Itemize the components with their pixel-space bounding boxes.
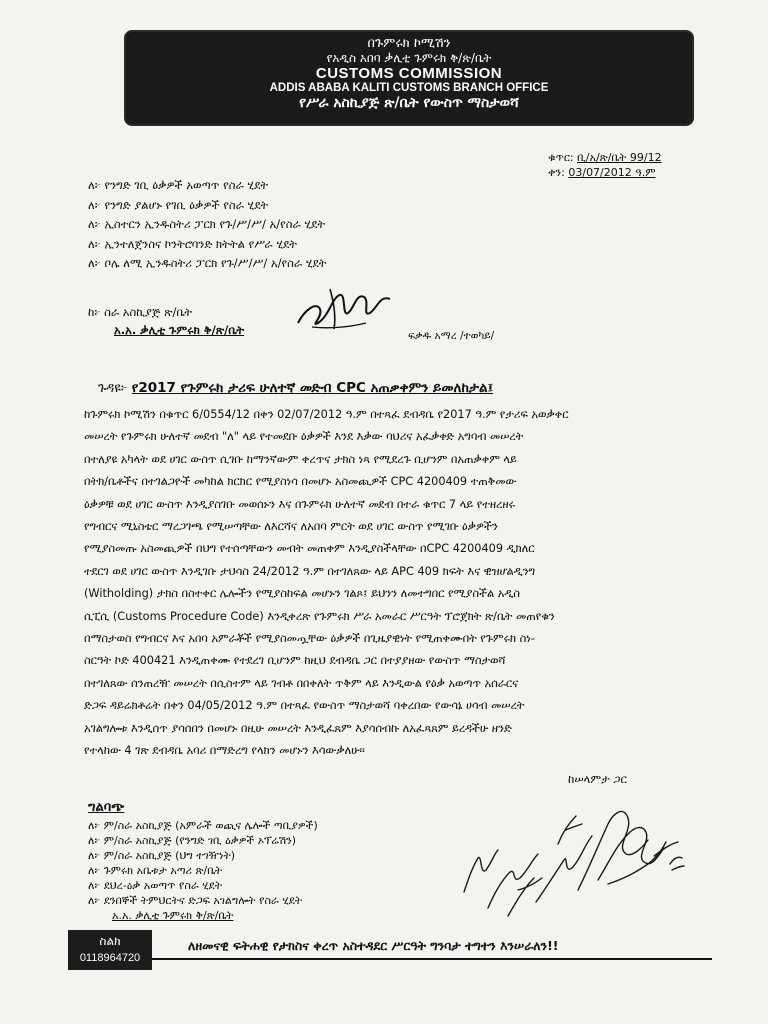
recipient-item: ለ፦ የንግድ ገቢ ዕቃዎች አወጣጥ የስራ ሂደት xyxy=(88,178,269,192)
cc-block xyxy=(88,800,318,923)
reference-block xyxy=(548,150,662,180)
reference-date-value: 03/07/2012 ዓ.ም xyxy=(568,166,656,179)
letterhead-line-memo-title: የሥራ አስኪያጅ ጽ/ቤት የውስጥ ማስታወሻ xyxy=(299,95,519,111)
phone-label: ስልክ xyxy=(99,934,121,948)
recipient-item: ለ፦ ኢስተርን ኢንዱስትሪ ፓርክ የጉ/ሥ/ሥ/ አ/የስራ ሂደት xyxy=(88,217,326,231)
body-line: አገልግሎቱ እንዲሰጥ ያሳሰበን በመሆኑ በዚሁ መሠረት እንዲፈጸም እያሳሰብኩ ለአፈጻጸም ይረዳችሁ ዘንድ xyxy=(84,721,512,735)
cc-heading: ግልባጭ xyxy=(88,800,125,815)
phone-number: 0118964720 xyxy=(79,952,141,964)
sender-branch-row xyxy=(88,321,244,339)
body-line: በማስታወስ የግብርና እና አበባ አምራቾች የሚያስመጧቸው ዕቃዎች በጊዜያዊነት የሚጠቀሙበት የጉምሩክ ስነ- xyxy=(84,632,535,646)
body-line: ዕቃዎቹ ወደ ሀገር ውስጥ እንዲያስገቡ መወሰኑን እና በጉምሩክ ሁለተኛ መደብ በተራ ቁጥር 7 ላይ የተዘረዘሩ xyxy=(84,497,515,511)
footer-divider xyxy=(152,958,712,960)
body-line: በተገለጸው ሰንጠረዥ መሠረት በሲስተም ላይ ገብቶ በበቀለት ጥቅም ላይ እንዲውል የዕቃ አወጣጥ አሰራርና xyxy=(84,676,519,690)
memo-body xyxy=(84,404,694,763)
cc-last-item: አ.አ. ቃሊቲ ጉምሩክ ቅ/ጽ/ቤት xyxy=(112,909,234,922)
letterhead-banner xyxy=(126,32,692,124)
body-line: ከጉምሩክ ኮሚሽን በቁጥር 6/0554/12 በቀን 02/07/2012 ዓ.ም በተጻፈ ደብዳቤ የ2017 ዓ.ም የታሪፍ አወቃቀር xyxy=(84,408,569,421)
recipient-item: ለ፦ ቦሌ ለሚ ኢንዱስትሪ ፓርክ የጉ/ሥ/ሥ/ አ/የስራ ሂደት xyxy=(88,256,327,270)
sender-signature xyxy=(290,283,400,339)
body-line: የግብርና ሚኒስቴር ማረጋገጫ የሚሠጣቸው ለእርሻና ለአበባ ምርት ወደ ሀገር ውስጥ የሚገቡ ዕቃዎችን xyxy=(84,520,498,534)
footer-motto: ለዘመናዊ ፍትሐዊ የታክስና ቀረጥ አስተዳደር ሥርዓት ግንባታ ተግተን እንሠራለን!! xyxy=(188,938,559,953)
cc-last-row xyxy=(88,908,318,923)
body-line: (Witholding) ታክስ በስተቀር ሌሎችን የሚያስከፍል መሆኑን ገልጾ፤ ይህንን ለመተግበር የሚያስችል አዲስ xyxy=(84,587,520,601)
recipient-list xyxy=(88,176,327,274)
subject-label: ጉዳዩ፦ xyxy=(98,381,128,396)
letterhead-line-english: CUSTOMS COMMISSION xyxy=(315,65,503,82)
cc-item: ለ፦ ጉምሩክ አቤቱታ አጣሪ ጽ/ቤት xyxy=(88,864,223,877)
recipient-item: ለ፦ ኢንተለጀንስና ኮንትሮባንድ ክትትል የሥራ ሂደት xyxy=(88,236,298,251)
body-line: ተደርገ ወደ ሀገር ውስጥ እንዲገቡ ታህሳስ 24/2012 ዓ.ም በተገለጸው ላይ APC 409 ክፍት እና ዊዝሆልዲንግ xyxy=(84,564,536,578)
reference-date-row xyxy=(548,165,662,180)
signer-name: ፍቃዱ አማረ /ተወካይ/ xyxy=(408,330,495,342)
letterhead-line-commission: በጉምሩክ ኮሚሽን xyxy=(367,36,451,51)
body-line: ድጋፍ ዳይሬክቶሬት በቀን 04/05/2012 ዓ.ም በተጻፈ የውስጥ ማስታወሻ ባቀረበው የውሳኔ ሀሳብ መሠረት xyxy=(84,699,525,713)
body-line: ሲፒሲ (Customs Procedure Code) እንዲቀረጽ የጉምሩክ ሥራ አመራር ሥርዓት ፕሮጀክት ጽ/ቤት መጠየቁን xyxy=(84,609,555,623)
sender-block xyxy=(88,303,244,339)
cc-item: ለ፦ ም/ስራ አስኪያጅ (አምራች ወጪና ሌሎች ጣቢያዎች) xyxy=(88,819,318,832)
cc-item: ለ፦ ም/ስራ አስኪያጅ (የንግድ ገቢ ዕቃዎች ኦፕሬሽን) xyxy=(88,834,297,847)
phone-box xyxy=(68,930,152,970)
body-line: መሠረት የጉምሩክ ሁለተኛ መደብ "ለ" ላይ የተመደቡ ዕቃዎች እንደ እቃው ባህሪና አፈቃቀድ አግባብ መሠረት xyxy=(84,430,524,444)
body-line: ስርዓት ኮድ 400421 እንዲጠቀሙ የተደረገ ቢሆንም ከዚህ ደብዳቤ ጋር በተያያዘው የውስጥ ማስታወሻ xyxy=(84,654,506,668)
letterhead-line-branch: የአዲስ አበባ ቃሊቲ ጉምሩክ ቅ/ጽ/ቤት xyxy=(326,51,492,65)
body-line: የተላከው 4 ገጽ ደብዳቤ አባሪ በማድረግ የላክን መሆኑን እሳውቃለሁ፡፡ xyxy=(84,744,365,758)
recipient-item: ለ፦ የንግድ ያልሆኑ የገቢ ዕቃዎች የስራ ሂደት xyxy=(88,197,269,212)
reference-number-label: ቁጥር: xyxy=(548,151,574,164)
cc-item: ለ፦ ደህረ-ዕቃ አወጣጥ የስራ ሂደት xyxy=(88,879,223,892)
body-line: በትክ/ቤቶችና በተገልጋዮች መካከል ክርክር የሚያስነሳ በመሆኑ አስመጪዎች CPC 4200409 ተጠቅመው xyxy=(84,475,517,489)
reference-number-value: ቢ/አ/ጽ/ቤት 99/12 xyxy=(577,151,662,164)
sender-office: ከ፦ ስራ አስኪያጅ ጽ/ቤት xyxy=(88,305,193,319)
cc-item: ለ፦ ደንበኞች ትምህርትና ድጋፍ አገልግሎት የስራ ሂደት xyxy=(88,894,303,907)
cc-item: ለ፦ ም/ስራ አስኪያጅ (ህግ ተገዥነት) xyxy=(88,849,236,862)
subject-title: የ2017 የጉምሩክ ታሪፍ ሁለተኛ መድብ CPC አጠቃቀምን ይመለከታል፤ xyxy=(131,380,494,396)
body-line: በተለያዩ አካላት ወደ ሀገር ውስጥ ሲገቡ ከማንኛውም ቀረጥና ታክስ ነጻ የሚደረጉ ቢሆንም በአጠቃቀም ላይ xyxy=(84,452,517,466)
handwritten-signature xyxy=(458,784,688,924)
reference-date-label: ቀን: xyxy=(548,166,565,179)
closing-greeting: ከሠላምታ ጋር xyxy=(568,772,627,786)
body-line: የሚያስመጡ አስመጪዎች በህግ የተሰጣቸውን መብት መጠቀም እንዲያስችላቸው በCPC 4200409 ዲክለር xyxy=(84,542,535,556)
letterhead-line-english-branch: ADDIS ABABA KALITI CUSTOMS BRANCH OFFICE xyxy=(269,82,549,94)
sender-branch: አ.አ. ቃሊቲ ጉምሩክ ቅ/ጽ/ቤት xyxy=(114,323,245,337)
subject-line xyxy=(98,380,493,396)
reference-number-row xyxy=(548,150,662,165)
